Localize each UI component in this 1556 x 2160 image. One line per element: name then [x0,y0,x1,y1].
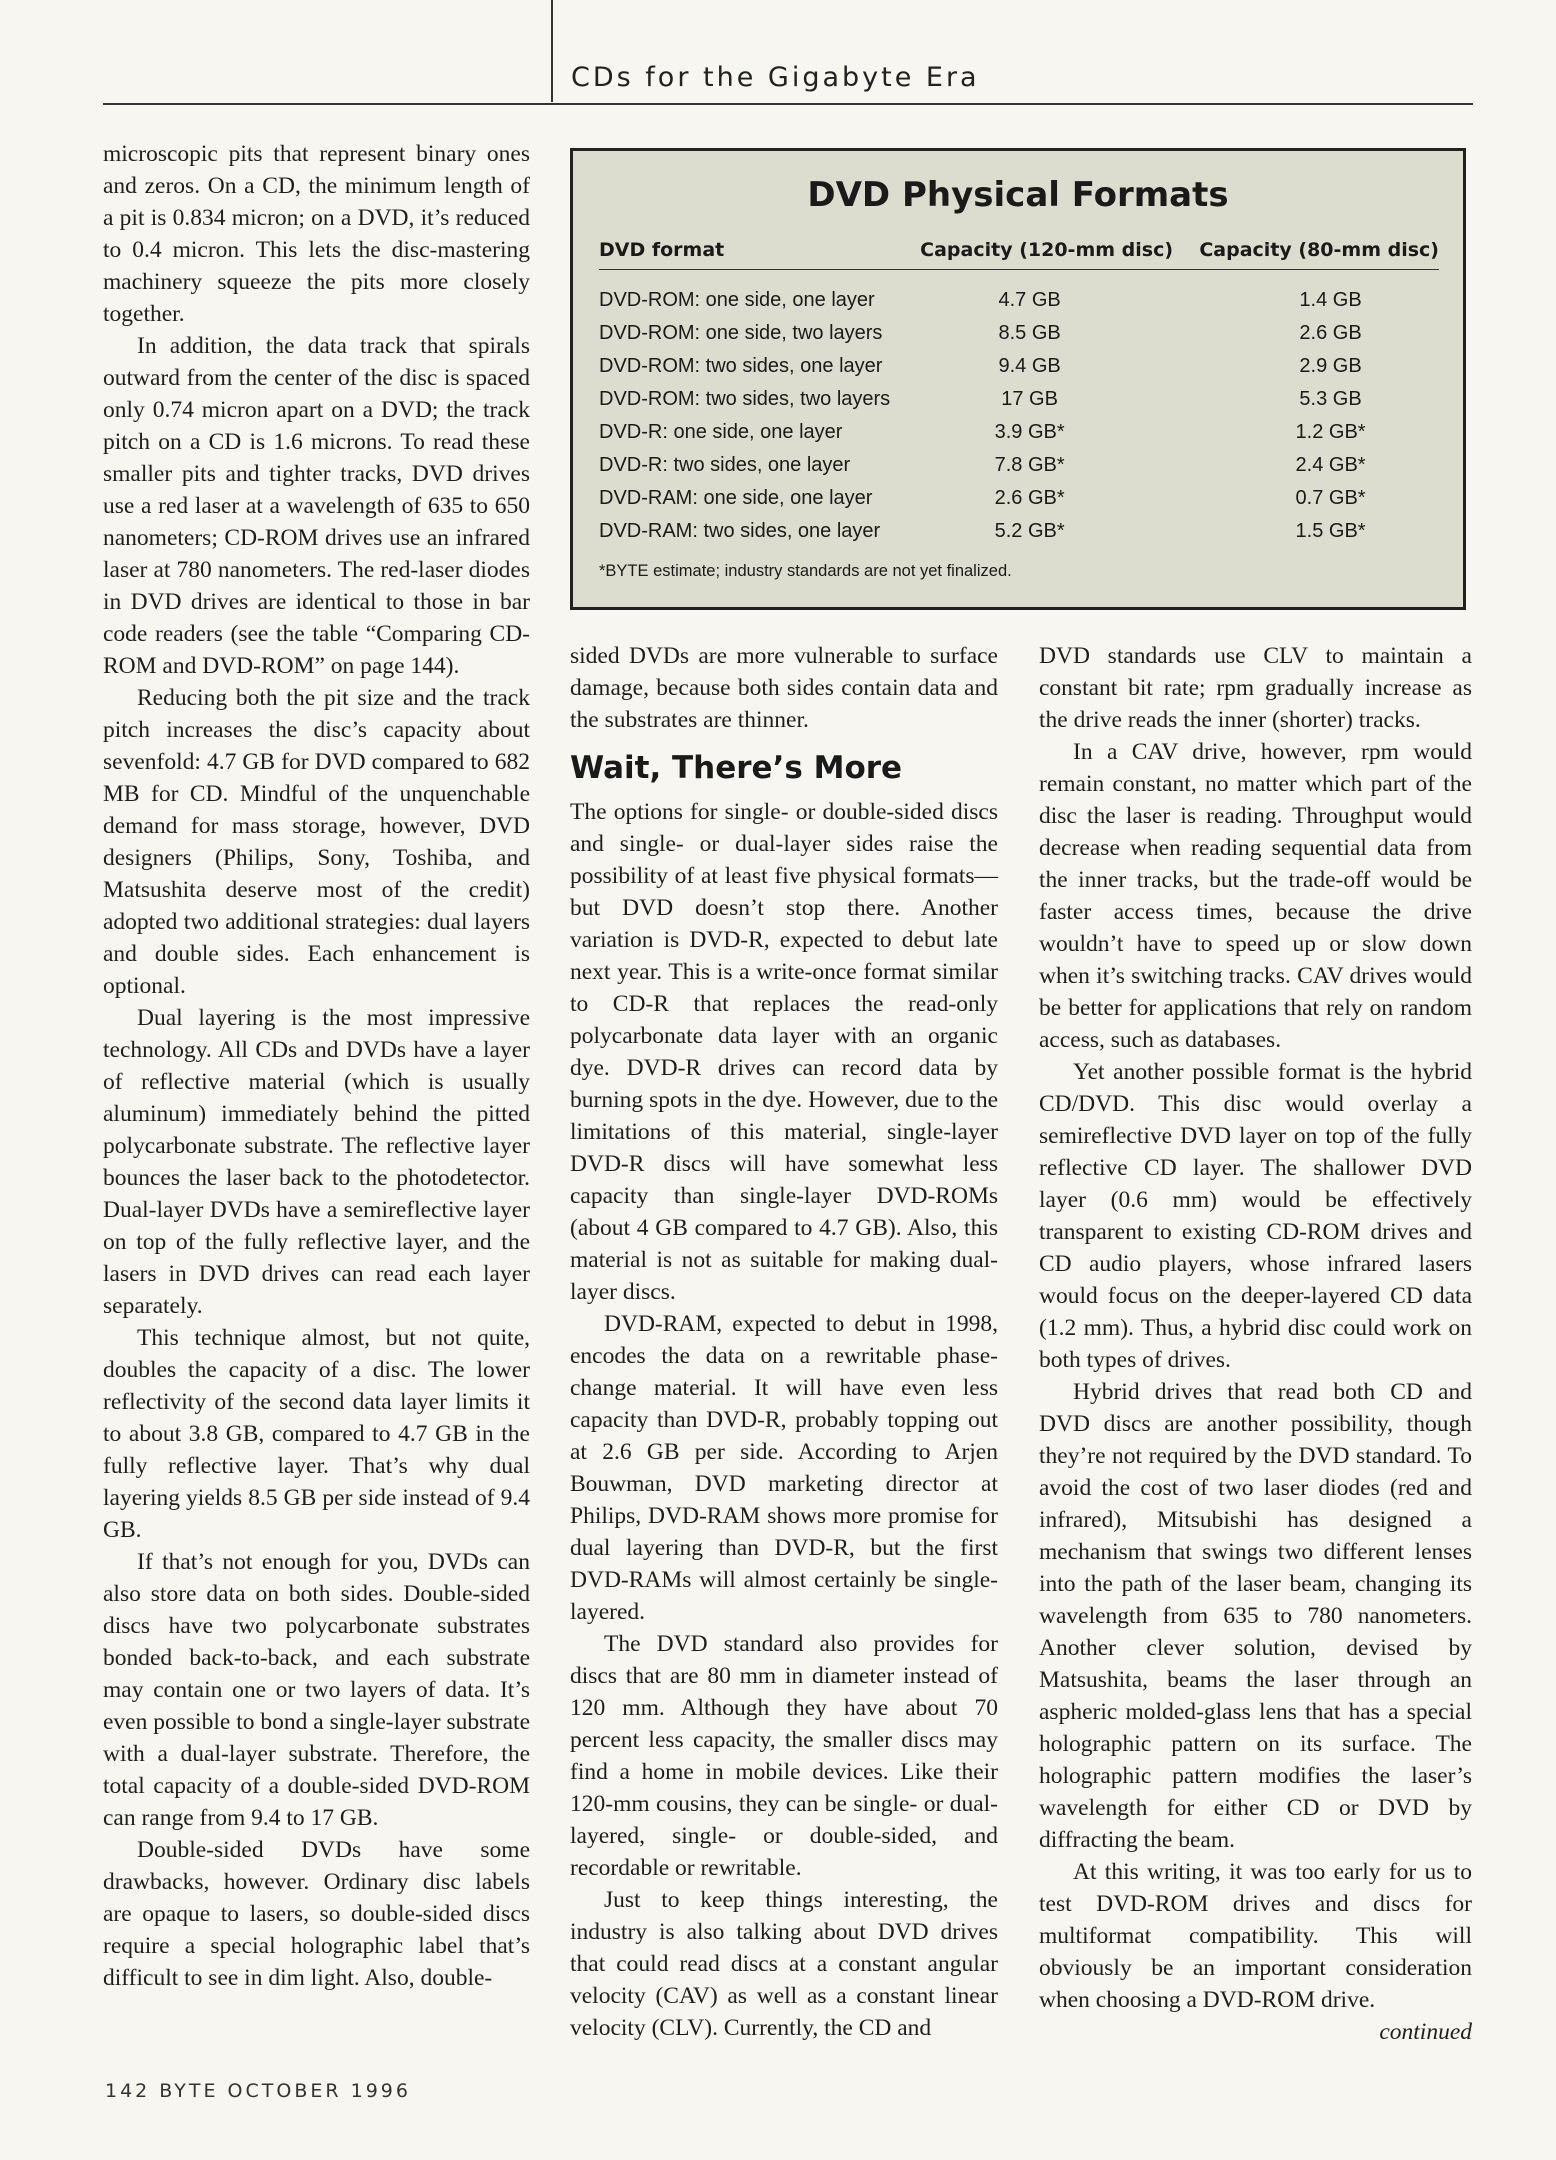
table-row [599,416,1439,449]
capacity-120-cell: 3.9 GB* [994,421,1065,443]
paragraph: Yet another possible format is the hybrid CD/DVD. This disc would overlay a semireflective DVD layer on top of the fully reflective CD layer. The shallower DVD layer (0.6 mm) would be effectively transparent to existing CD-ROM drives and CD audio players, whose infrared lasers would focus on the deeper-layered CD data (1.2 mm). Thus, a hybrid disc could work on both types of drives. [1039,1059,1472,1373]
table-row [599,350,1439,383]
format-cell: DVD-R: one side, one layer [599,421,843,443]
format-cell: DVD-R: two sides, one layer [599,454,851,476]
table-row [599,515,1439,548]
capacity-120-cell: 8.5 GB [998,322,1061,344]
paragraph-last [1039,1856,1472,2045]
paragraph: If that’s not enough for you, DVDs can also store data on both sides. Double-sided discs have two polycarbonate substrates bonded back-to-back, and each substrate may contain one or two layers of data. It’s even possible to bond a single-layer substrate with a dual-layer substrate. Therefore, the total capacity of a double-sided DVD-ROM can range from 9.4 to 17 GB. [103,1549,530,1831]
format-cell: DVD-ROM: two sides, two layers [599,388,891,410]
capacity-80-cell: 2.4 GB* [1295,454,1366,476]
paragraph: sided DVDs are more vulnerable to surface damage, because both sides contain data and the substrates are thinner. [570,643,998,733]
paragraph: In a CAV drive, however, rpm would remain constant, no matter which part of the disc the laser is reading. Throughput would decrease when reading sequential data from the inner tracks, but the trade-off would be faster access times, because the drive wouldn’t have to speed up or slow down when it’s switching tracks. CAV drives would be better for applications that rely on random access, such as databases. [1039,739,1472,1053]
paragraph: Hybrid drives that read both CD and DVD discs are another possibility, though they’re not required by the DVD standard. To avoid the cost of two laser diodes (red and infrared), Mitsubishi has designed a mechanism that swings two different lenses into the path of the laser beam, changing its wavelength from 635 to 780 nanometers. Another clever solution, devised by Matsushita, beams the laser through an aspheric molded-glass lens that has a special holographic pattern on its surface. The holographic pattern modifies the laser’s wavelength for either CD or DVD by diffracting the beam. [1039,1379,1472,1853]
capacity-80-cell: 2.6 GB [1299,322,1362,344]
header-rule [103,103,1473,105]
article-column-3 [1039,640,1472,2048]
paragraph: Just to keep things interesting, the industry is also talking about DVD drives that could read discs at a constant angular velocity (CAV) as well as a constant linear velocity (CLV). Currently, the CD and [570,1887,998,2041]
paragraph: This technique almost, but not quite, doubles the capacity of a disc. The lower reflectivity of the second data layer limits it to about 3.8 GB, compared to 4.7 GB in the fully reflective layer. That’s why dual layering yields 8.5 GB per side instead of 9.4 GB. [103,1325,530,1543]
paragraph-text: At this writing, it was too early for us to test DVD-ROM drives and discs for multiformat compatibility. This will obviously be an important consideration when choosing a DVD-ROM drive. [1039,1859,1472,2013]
paragraph: Double-sided DVDs have some drawbacks, however. Ordinary disc labels are opaque to lasers, so double-sided discs require a special holographic label that’s difficult to see in dim light. Also, double- [103,1837,530,1991]
capacity-120-cell: 4.7 GB [998,289,1061,311]
article-column-1 [103,138,530,1994]
page-folio: 142 BYTE OCTOBER 1996 [105,2080,411,2102]
paragraph: DVD-RAM, expected to debut in 1998, encodes the data on a rewritable phase-change material. It will have even less capacity than DVD-R, probably topping out at 2.6 GB per side. According to Arjen Bouwman, DVD marketing director at Philips, DVD-RAM shows more promise for dual layering than DVD-R, but the first DVD-RAMs will almost certainly be single-layered. [570,1311,998,1625]
capacity-80-cell: 5.3 GB [1299,388,1362,410]
column-header: Capacity (80-mm disc) [1182,235,1439,270]
capacity-120-cell: 9.4 GB [998,355,1061,377]
table-row [599,482,1439,515]
paragraph: Reducing both the pit size and the track pitch increases the disc’s capacity about sevenfold: 4.7 GB for DVD compared to 682 MB for CD. Mindful of the unquenchable demand for mass storage, however, DVD designers (Philips, Sony, Toshiba, and Matsushita deserve most of the credit) adopted two additional strategies: dual layers and double sides. Each enhancement is optional. [103,685,530,999]
column-header: DVD format [599,235,911,270]
dvd-formats-table [599,235,1439,548]
dvd-formats-sidebar [570,148,1466,610]
capacity-120-cell: 2.6 GB* [994,487,1065,509]
column-header: Capacity (120-mm disc) [911,235,1182,270]
section-subhead: Wait, There’s More [570,750,903,786]
capacity-80-cell: 1.4 GB [1299,289,1362,311]
table-row [599,317,1439,350]
capacity-120-cell: 17 GB [1001,388,1058,410]
capacity-120-cell: 5.2 GB* [994,520,1065,542]
capacity-80-cell: 0.7 GB* [1295,487,1366,509]
capacity-80-cell: 2.9 GB [1299,355,1362,377]
paragraph: microscopic pits that represent binary ones and zeros. On a CD, the minimum length of a pit is 0.834 micron; on a DVD, it’s reduced to 0.4 micron. This lets the disc-mastering machinery squeeze the pits more closely together. [103,141,530,327]
running-title: CDs for the Gigabyte Era [571,62,980,93]
capacity-80-cell: 1.2 GB* [1295,421,1366,443]
paragraph: DVD standards use CLV to maintain a constant bit rate; rpm gradually increase as the drive reads the inner (shorter) tracks. [1039,643,1472,733]
table-row [599,383,1439,416]
format-cell: DVD-ROM: one side, one layer [599,289,875,311]
paragraph: Dual layering is the most impressive technology. All CDs and DVDs have a layer of reflective material (which is usually aluminum) immediately behind the pitted polycarbonate substrate. The reflective layer bounces the laser back to the photodetector. Dual-layer DVDs have a semireflective layer on top of the fully reflective layer, and the lasers in DVD drives can read each layer separately. [103,1005,530,1319]
capacity-120-cell: 7.8 GB* [994,454,1065,476]
format-cell: DVD-ROM: one side, two layers [599,322,883,344]
paragraph: The options for single- or double-sided discs and single- or dual-layer sides raise the possibility of at least five physical formats—but DVD doesn’t stop there. Another variation is DVD-R, expected to debut late next year. This is a write-once format similar to CD-R that replaces the read-only polycarbonate data layer with an organic dye. DVD-R drives can record data by burning spots in the dye. However, due to the limitations of this material, single-layer DVD-R discs will have somewhat less capacity than single-layer DVD-ROMs (about 4 GB compared to 4.7 GB). Also, this material is not as suitable for making dual-layer discs. [570,799,998,1305]
sidebar-title: DVD Physical Formats [807,175,1229,215]
article-column-2 [570,640,998,2044]
header-vertical-rule [551,0,553,102]
paragraph: The DVD standard also provides for discs that are 80 mm in diameter instead of 120 mm. Although they have about 70 percent less capacity, the smaller discs may find a home in mobile devices. Like their 120-mm cousins, they can be single- or dual-layered, single- or double-sided, and recordable or rewritable. [570,1631,998,1881]
paragraph: In addition, the data track that spirals outward from the center of the disc is spaced only 0.74 micron apart on a DVD; the track pitch on a CD is 1.6 microns. To read these smaller pits and tighter tracks, DVD drives use a red laser at a wavelength of 635 to 650 nanometers; CD-ROM drives use an infrared laser at 780 nanometers. The red-laser diodes in DVD drives are identical to those in bar code readers (see the table “Comparing CD-ROM and DVD-ROM” on page 144). [103,333,530,679]
format-cell: DVD-ROM: two sides, one layer [599,355,883,377]
format-cell: DVD-RAM: one side, one layer [599,487,873,509]
table-footnote: *BYTE estimate; industry standards are not yet finalized. [599,562,1012,580]
table-row [599,270,1439,318]
continued-label: continued [1379,2019,1472,2045]
format-cell: DVD-RAM: two sides, one layer [599,520,881,542]
table-row [599,449,1439,482]
table-header-row [599,235,1439,270]
capacity-80-cell: 1.5 GB* [1295,520,1366,542]
